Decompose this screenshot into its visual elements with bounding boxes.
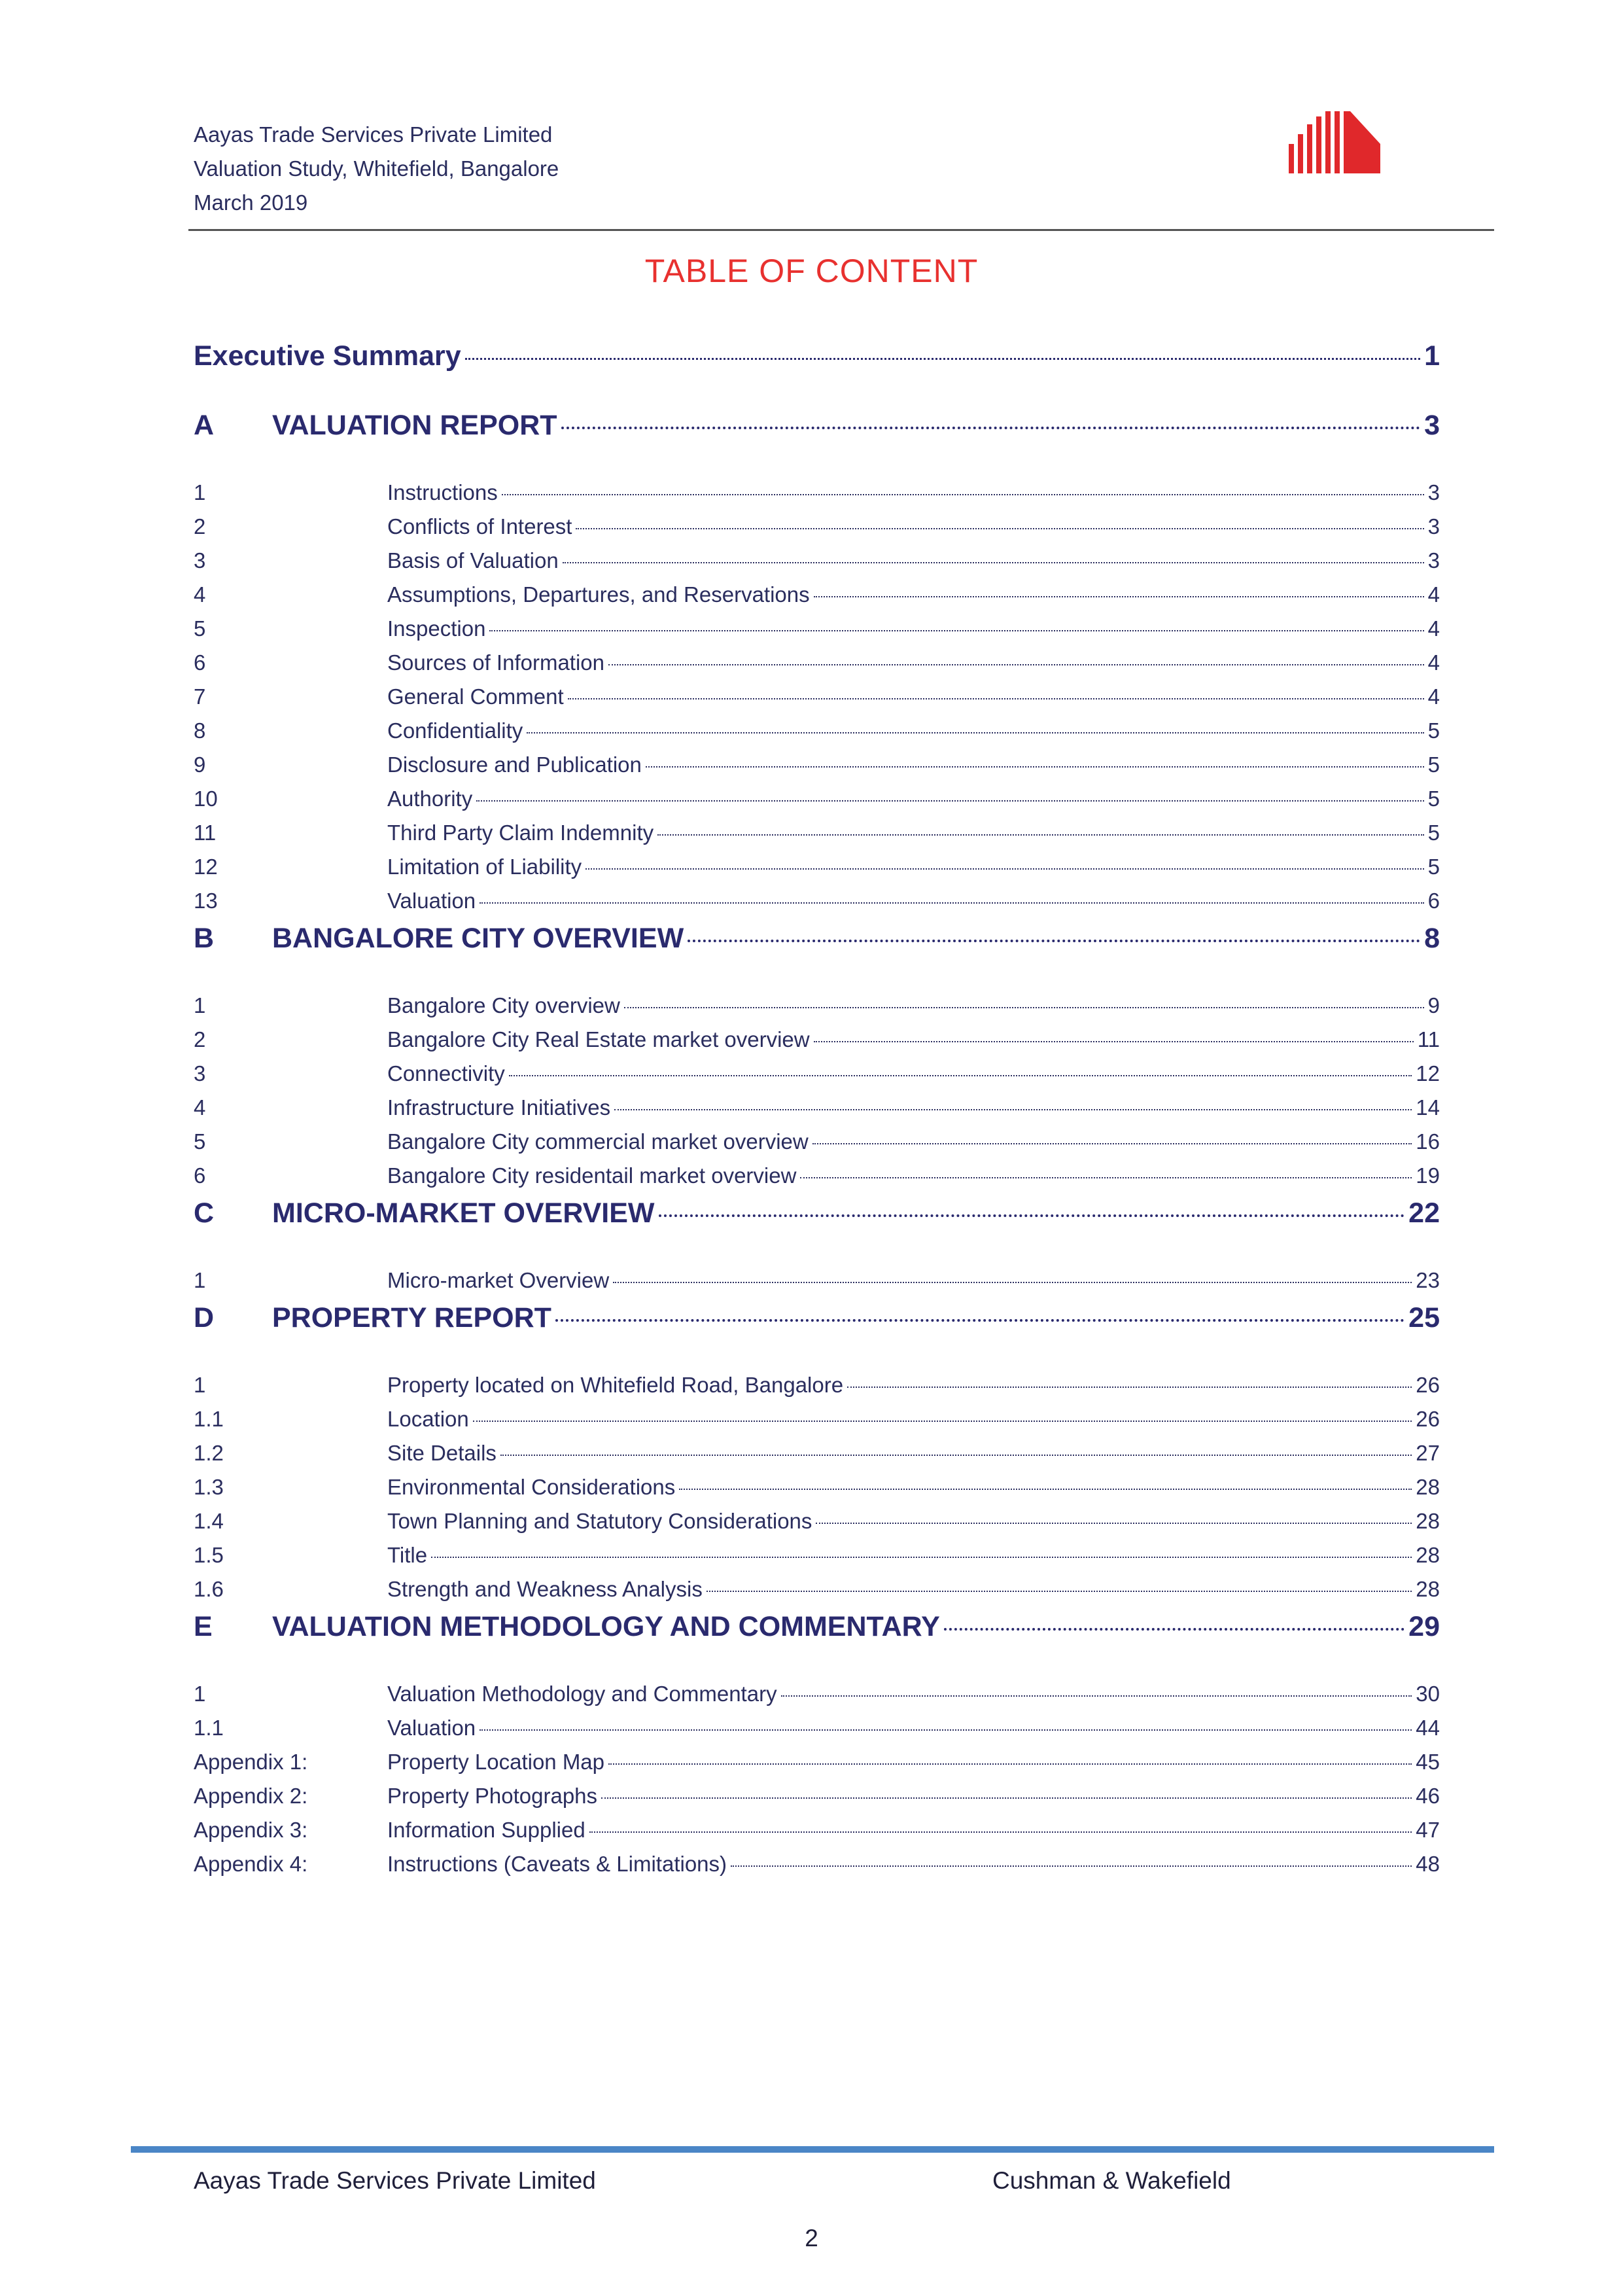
- toc-entry-number: 1.5: [194, 1543, 224, 1567]
- toc-entry-page: 30: [1416, 1682, 1440, 1706]
- toc-entry[interactable]: [194, 1509, 1440, 1543]
- toc-leader-dots: [431, 1557, 1412, 1558]
- toc-entry-title: Instructions (Caveats & Limitations): [387, 1852, 727, 1876]
- toc-entry[interactable]: [194, 684, 1440, 718]
- toc-entry-page: 26: [1416, 1407, 1440, 1431]
- toc-entry-title: Property located on Whitefield Road, Bangalore: [387, 1373, 844, 1397]
- toc-entry-title: Location: [387, 1407, 469, 1431]
- toc-leader-dots: [555, 1319, 1405, 1322]
- toc-entry[interactable]: [194, 1475, 1440, 1509]
- toc-entry-page: 46: [1416, 1784, 1440, 1808]
- toc-leader-dots: [489, 630, 1423, 631]
- toc-leader-dots: [614, 1109, 1412, 1110]
- document-header: [194, 118, 559, 220]
- toc-entry[interactable]: [194, 1784, 1440, 1818]
- toc-entry-title: Executive Summary: [194, 340, 461, 372]
- toc-entry-title: Valuation Methodology and Commentary: [387, 1682, 777, 1706]
- toc-entry[interactable]: [194, 1577, 1440, 1611]
- toc-entry[interactable]: [194, 1129, 1440, 1163]
- toc-leader-dots: [509, 1075, 1412, 1076]
- footer-company: Aayas Trade Services Private Limited: [194, 2167, 596, 2194]
- toc-entry-title: Confidentiality: [387, 718, 523, 743]
- toc-leader-dots: [502, 494, 1424, 495]
- toc-entry-number: 13: [194, 889, 218, 913]
- toc-leader-dots: [847, 1386, 1412, 1388]
- toc-entry-page: 14: [1416, 1095, 1440, 1120]
- toc-entry-page: 3: [1427, 548, 1440, 573]
- toc-entry-page: 5: [1427, 786, 1440, 811]
- toc-leader-dots: [585, 868, 1423, 870]
- toc-entry-page: 5: [1427, 821, 1440, 845]
- header-company: Aayas Trade Services Private Limited: [194, 122, 553, 147]
- toc-entry-page: 9: [1427, 993, 1440, 1017]
- toc-entry-page: 12: [1416, 1061, 1440, 1086]
- toc-entry-title: MICRO-MARKET OVERVIEW: [272, 1197, 655, 1229]
- toc-entry-page: 4: [1427, 582, 1440, 607]
- toc-entry-title: Basis of Valuation: [387, 548, 559, 573]
- section-gap: [194, 467, 1440, 480]
- toc-entry[interactable]: [194, 1818, 1440, 1852]
- toc-entry-page: 4: [1427, 684, 1440, 709]
- toc-entry-page: 4: [1427, 650, 1440, 675]
- toc-entry-title: Micro-market Overview: [387, 1268, 610, 1292]
- toc-entry-number: 2: [194, 1027, 206, 1051]
- toc-entry-number: 1.1: [194, 1407, 224, 1431]
- toc-entry[interactable]: [194, 480, 1440, 514]
- toc-entry-number: B: [194, 923, 215, 954]
- toc-entry-number: 5: [194, 1129, 206, 1154]
- toc-entry[interactable]: [194, 821, 1440, 855]
- toc-entry-page: 23: [1416, 1268, 1440, 1292]
- toc-entry-page: 25: [1408, 1302, 1440, 1333]
- toc-leader-dots: [465, 358, 1420, 360]
- toc-entry-title: Valuation: [387, 889, 476, 913]
- toc-entry[interactable]: [194, 650, 1440, 684]
- toc-entry-title: Town Planning and Statutory Considerations: [387, 1509, 812, 1533]
- toc-leader-dots: [816, 1523, 1412, 1524]
- toc-entry-title: VALUATION REPORT: [272, 410, 557, 441]
- toc-entry-title: Valuation: [387, 1716, 476, 1740]
- toc-entry[interactable]: [194, 1095, 1440, 1129]
- toc-entry-title: Sources of Information: [387, 650, 604, 675]
- toc-leader-dots: [731, 1865, 1412, 1867]
- section-gap: [194, 1669, 1440, 1682]
- toc-entry-title: Bangalore City Real Estate market overview: [387, 1027, 810, 1051]
- toc-entry[interactable]: [194, 1682, 1440, 1716]
- toc-entry-number: 3: [194, 1061, 206, 1086]
- toc-entry[interactable]: [194, 616, 1440, 650]
- toc-leader-dots: [679, 1489, 1412, 1490]
- toc-leader-dots: [657, 834, 1424, 836]
- toc-entry-page: 27: [1416, 1441, 1440, 1465]
- toc-entry-number: 9: [194, 752, 206, 777]
- page-number: 2: [805, 2225, 818, 2252]
- toc-entry[interactable]: [194, 1061, 1440, 1095]
- toc-entry-number: 1.2: [194, 1441, 224, 1465]
- toc-entry-page: 11: [1417, 1027, 1440, 1051]
- toc-entry-title: General Comment: [387, 684, 564, 709]
- toc-entry-number: 1.4: [194, 1509, 224, 1533]
- toc-entry-title: Bangalore City commercial market overview: [387, 1129, 809, 1154]
- toc-entry-title: Conflicts of Interest: [387, 514, 572, 539]
- toc-entry-number: 1.1: [194, 1716, 224, 1740]
- toc-entry[interactable]: [194, 1441, 1440, 1475]
- toc-leader-dots: [608, 664, 1424, 665]
- toc-entry-page: 3: [1427, 514, 1440, 539]
- toc-leader-dots: [688, 940, 1420, 942]
- toc-entry-page: 26: [1416, 1373, 1440, 1397]
- toc-leader-dots: [476, 800, 1423, 802]
- toc-entry-page: 19: [1416, 1163, 1440, 1188]
- toc-entry-number: 1: [194, 1373, 206, 1397]
- toc-entry[interactable]: [194, 1407, 1440, 1441]
- toc-entry-title: PROPERTY REPORT: [272, 1302, 551, 1333]
- toc-entry-number: Appendix 1:: [194, 1750, 308, 1774]
- toc-entry-number: 1: [194, 1682, 206, 1706]
- toc-leader-dots: [568, 698, 1424, 699]
- toc-entry-number: 6: [194, 650, 206, 675]
- toc-leader-dots: [624, 1007, 1424, 1008]
- toc-entry-page: 28: [1416, 1577, 1440, 1601]
- toc-entry-title: Connectivity: [387, 1061, 505, 1086]
- toc-entry-number: 1: [194, 1268, 206, 1292]
- toc-entry-number: D: [194, 1302, 215, 1333]
- toc-entry-title: Limitation of Liability: [387, 855, 582, 879]
- toc-leader-dots: [589, 1831, 1412, 1833]
- toc-entry[interactable]: [194, 582, 1440, 616]
- toc-entry-page: 48: [1416, 1852, 1440, 1876]
- toc-entry-page: 28: [1416, 1475, 1440, 1499]
- toc-leader-dots: [608, 1763, 1412, 1765]
- toc-entry-number: Appendix 2:: [194, 1784, 308, 1808]
- toc-entry[interactable]: [194, 548, 1440, 582]
- toc-entry-number: 3: [194, 548, 206, 573]
- toc-entry-page: 5: [1427, 855, 1440, 879]
- toc-entry-number: Appendix 3:: [194, 1818, 308, 1842]
- toc-entry-title: Disclosure and Publication: [387, 752, 642, 777]
- toc-entry-number: 10: [194, 786, 218, 811]
- toc-entry-page: 44: [1416, 1716, 1440, 1740]
- toc-entry-title: Authority: [387, 786, 473, 811]
- toc-entry-page: 4: [1427, 616, 1440, 641]
- toc-section[interactable]: [194, 1302, 1440, 1360]
- toc-entry-page: 3: [1424, 410, 1440, 441]
- toc-leader-dots: [613, 1282, 1412, 1283]
- footer-bar: [131, 2146, 1494, 2153]
- toc-entry-title: Inspection: [387, 616, 486, 641]
- toc-executive-summary[interactable]: [194, 340, 1440, 410]
- toc-leader-dots: [944, 1628, 1405, 1631]
- toc-leader-dots: [812, 1143, 1412, 1144]
- toc-entry-title: Assumptions, Departures, and Reservations: [387, 582, 810, 607]
- toc-leader-dots: [563, 562, 1424, 563]
- toc-entry-page: 28: [1416, 1543, 1440, 1567]
- toc-entry-page: 8: [1424, 923, 1440, 954]
- toc-entry[interactable]: [194, 1852, 1440, 1886]
- section-gap: [194, 980, 1440, 993]
- toc-entry[interactable]: [194, 1163, 1440, 1197]
- toc-entry-number: 1: [194, 993, 206, 1017]
- toc-entry-number: 1.3: [194, 1475, 224, 1499]
- toc-entry-number: A: [194, 410, 215, 441]
- toc-entry-title: Bangalore City residentail market overview: [387, 1163, 797, 1188]
- toc-entry[interactable]: [194, 1750, 1440, 1784]
- toc-entry-title: Information Supplied: [387, 1818, 585, 1842]
- toc-entry-page: 3: [1427, 480, 1440, 504]
- toc-entry-page: 5: [1427, 752, 1440, 777]
- header-study: Valuation Study, Whitefield, Bangalore: [194, 156, 559, 181]
- toc-entry-page: 6: [1427, 889, 1440, 913]
- toc-entry-number: 1.6: [194, 1577, 224, 1601]
- toc-entry[interactable]: [194, 1268, 1440, 1302]
- toc-leader-dots: [800, 1177, 1412, 1178]
- toc-entry-number: 4: [194, 582, 206, 607]
- toc-entry-title: Environmental Considerations: [387, 1475, 676, 1499]
- toc-entry-number: 8: [194, 718, 206, 743]
- toc-title: TABLE OF CONTENT: [644, 253, 979, 289]
- toc-entry[interactable]: [194, 1543, 1440, 1577]
- toc-entry[interactable]: [194, 514, 1440, 548]
- toc-leader-dots: [473, 1421, 1412, 1422]
- building-bars-logo: [1282, 92, 1413, 190]
- toc-leader-dots: [781, 1695, 1412, 1697]
- toc-entry-title: Infrastructure Initiatives: [387, 1095, 611, 1120]
- toc-entry-number: C: [194, 1197, 215, 1229]
- toc-entry-title: Third Party Claim Indemnity: [387, 821, 654, 845]
- table-of-contents: [194, 340, 1440, 1886]
- toc-entry-title: BANGALORE CITY OVERVIEW: [272, 923, 684, 954]
- toc-entry[interactable]: [194, 786, 1440, 821]
- toc-entry-title: Strength and Weakness Analysis: [387, 1577, 703, 1601]
- toc-entry-number: 1: [194, 480, 206, 504]
- toc-entry-number: 4: [194, 1095, 206, 1120]
- toc-entry-page: 28: [1416, 1509, 1440, 1533]
- toc-entry[interactable]: [194, 752, 1440, 786]
- toc-entry-number: 11: [194, 821, 217, 845]
- toc-entry-title: Property Photographs: [387, 1784, 598, 1808]
- toc-section[interactable]: [194, 923, 1440, 980]
- toc-leader-dots: [814, 596, 1424, 597]
- toc-leader-dots: [814, 1041, 1414, 1042]
- toc-leader-dots: [500, 1455, 1412, 1456]
- footer-firm: Cushman & Wakefield: [992, 2167, 1231, 2194]
- toc-section[interactable]: [194, 1611, 1440, 1669]
- section-gap: [194, 1360, 1440, 1373]
- toc-entry-number: 7: [194, 684, 206, 709]
- toc-entry-number: Appendix 4:: [194, 1852, 308, 1876]
- toc-entry[interactable]: [194, 718, 1440, 752]
- toc-entry-number: 2: [194, 514, 206, 539]
- header-rule: [188, 229, 1494, 231]
- toc-entry-title: Instructions: [387, 480, 498, 504]
- toc-entry-page: 16: [1416, 1129, 1440, 1154]
- toc-entry-title: Bangalore City overview: [387, 993, 620, 1017]
- toc-section[interactable]: [194, 410, 1440, 467]
- toc-entry[interactable]: [194, 855, 1440, 889]
- toc-entry-page: 5: [1427, 718, 1440, 743]
- toc-leader-dots: [659, 1214, 1405, 1217]
- toc-entry-page: 45: [1416, 1750, 1440, 1774]
- toc-entry[interactable]: [194, 1027, 1440, 1061]
- toc-entry-title: Property Location Map: [387, 1750, 605, 1774]
- toc-leader-dots: [576, 528, 1423, 529]
- toc-section[interactable]: [194, 1197, 1440, 1255]
- toc-leader-dots: [601, 1797, 1412, 1799]
- toc-entry[interactable]: [194, 1373, 1440, 1407]
- toc-entry-number: 12: [194, 855, 218, 879]
- toc-entry-title: Site Details: [387, 1441, 497, 1465]
- toc-entry-number: E: [194, 1611, 213, 1642]
- toc-leader-dots: [707, 1591, 1412, 1592]
- toc-leader-dots: [527, 732, 1423, 733]
- toc-entry-page: 22: [1408, 1197, 1440, 1229]
- toc-entry[interactable]: [194, 889, 1440, 923]
- toc-entry-title: Title: [387, 1543, 428, 1567]
- toc-entry-number: 6: [194, 1163, 206, 1188]
- toc-entry[interactable]: [194, 1716, 1440, 1750]
- toc-leader-dots: [646, 766, 1424, 768]
- toc-entry-page: 1: [1424, 340, 1440, 372]
- toc-leader-dots: [561, 427, 1421, 429]
- header-date: March 2019: [194, 190, 308, 215]
- toc-entry-title: VALUATION METHODOLOGY AND COMMENTARY: [272, 1611, 940, 1642]
- toc-entry-page: 47: [1416, 1818, 1440, 1842]
- toc-leader-dots: [480, 902, 1423, 904]
- toc-entry-page: 29: [1408, 1611, 1440, 1642]
- toc-leader-dots: [480, 1729, 1412, 1731]
- toc-entry-number: 5: [194, 616, 206, 641]
- section-gap: [194, 1255, 1440, 1268]
- toc-entry[interactable]: [194, 993, 1440, 1027]
